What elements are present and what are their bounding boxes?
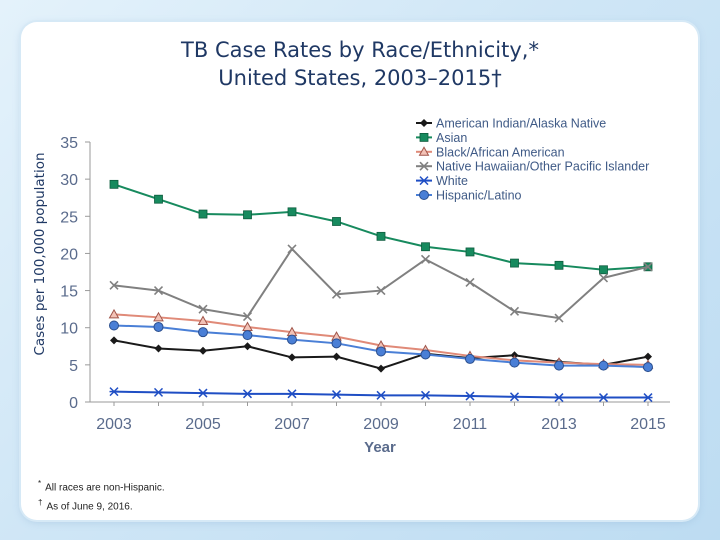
data-point-white xyxy=(599,394,608,402)
footnotes xyxy=(38,476,165,515)
legend-marker xyxy=(420,119,428,127)
data-point-asian xyxy=(155,195,163,203)
data-point-asian xyxy=(466,248,474,256)
legend-marker xyxy=(420,191,429,200)
data-point-white xyxy=(510,393,519,401)
data-point-hispanic-latino xyxy=(243,331,252,340)
x-tick-label: 2015 xyxy=(630,416,666,433)
data-point-native-hawaiian-other-pacific-islander xyxy=(422,255,430,263)
data-point-white xyxy=(644,394,653,402)
series-native-hawaiian-other-pacific-islander xyxy=(110,245,652,322)
data-point-hispanic-latino xyxy=(110,321,119,330)
data-point-american-indian-alaska-native xyxy=(333,353,341,361)
legend-item-white xyxy=(416,174,468,188)
data-point-white xyxy=(555,394,564,402)
data-point-american-indian-alaska-native xyxy=(244,342,252,350)
x-tick-label: 2005 xyxy=(185,416,221,433)
series-line-native-hawaiian-other-pacific-islander xyxy=(114,249,648,318)
legend-marker xyxy=(420,133,428,141)
data-point-hispanic-latino xyxy=(421,350,430,359)
legend-item-american-indian-alaska-native xyxy=(416,117,606,131)
legend-item-black-african-american xyxy=(416,145,565,159)
data-point-american-indian-alaska-native xyxy=(377,365,385,373)
data-point-white xyxy=(199,389,208,397)
data-point-native-hawaiian-other-pacific-islander xyxy=(288,245,296,253)
data-point-white xyxy=(243,390,252,398)
legend-label: Hispanic/Latino xyxy=(436,188,522,203)
legend-label: Asian xyxy=(436,130,468,145)
chart-title-line-1: TB Case Rates by Race/Ethnicity,* xyxy=(181,38,539,62)
legend xyxy=(416,117,649,203)
series-white xyxy=(110,388,653,402)
x-tick-label: 2007 xyxy=(274,416,310,433)
data-point-hispanic-latino xyxy=(466,354,475,363)
x-tick-label: 2003 xyxy=(96,416,132,433)
series-asian xyxy=(110,180,652,273)
legend-item-asian xyxy=(416,131,467,145)
data-point-native-hawaiian-other-pacific-islander xyxy=(466,278,474,286)
data-point-hispanic-latino xyxy=(510,358,519,367)
data-point-white xyxy=(377,391,386,399)
data-point-white xyxy=(154,388,163,396)
series-line-black-african-american xyxy=(114,314,648,365)
data-point-hispanic-latino xyxy=(332,339,341,348)
y-tick-label: 20 xyxy=(60,246,78,264)
data-point-hispanic-latino xyxy=(288,335,297,344)
x-tick-label: 2009 xyxy=(363,416,399,433)
x-tick-label: 2013 xyxy=(541,416,577,433)
data-point-asian xyxy=(377,232,385,240)
data-point-hispanic-latino xyxy=(154,322,163,331)
legend-label: White xyxy=(436,174,468,189)
y-axis-label: Cases per 100,000 population xyxy=(32,152,48,356)
x-axis-label: Year xyxy=(364,439,396,456)
data-point-american-indian-alaska-native xyxy=(110,336,118,344)
y-tick-label: 35 xyxy=(60,135,78,152)
data-point-hispanic-latino xyxy=(555,361,564,370)
legend-label: American Indian/Alaska Native xyxy=(436,116,607,131)
data-point-white xyxy=(332,391,341,399)
data-point-american-indian-alaska-native xyxy=(199,347,207,355)
legend-item-native-hawaiian-other-pacific-islander xyxy=(416,160,649,174)
y-tick-label: 30 xyxy=(60,172,78,190)
legend-item-hispanic-latino xyxy=(416,189,522,203)
data-point-asian xyxy=(244,211,252,219)
footnote-2: † As of June 9, 2016. xyxy=(38,498,133,513)
data-point-white xyxy=(466,392,475,400)
legend-marker xyxy=(420,177,429,185)
data-point-american-indian-alaska-native xyxy=(155,345,163,353)
data-point-asian xyxy=(600,266,608,274)
series-line-asian xyxy=(114,184,648,269)
data-point-asian xyxy=(110,180,118,188)
x-tick-label: 2011 xyxy=(452,416,488,433)
data-point-asian xyxy=(422,243,430,251)
chart-title-line-2: United States, 2003–2015† xyxy=(218,66,502,90)
data-point-asian xyxy=(511,259,519,267)
y-tick-label: 25 xyxy=(60,209,78,227)
data-point-asian xyxy=(333,217,341,225)
y-tick-label: 15 xyxy=(60,283,78,301)
data-point-white xyxy=(421,391,430,399)
series-black-african-american xyxy=(110,310,653,369)
y-tick-label: 10 xyxy=(60,320,78,338)
data-point-hispanic-latino xyxy=(644,363,653,372)
y-tick-label: 0 xyxy=(69,395,78,412)
data-point-hispanic-latino xyxy=(377,347,386,356)
footnote-1: * All races are non-Hispanic. xyxy=(38,479,165,494)
data-point-white xyxy=(110,388,119,396)
data-point-hispanic-latino xyxy=(599,361,608,370)
data-point-asian xyxy=(199,210,207,218)
data-point-hispanic-latino xyxy=(199,328,208,337)
data-point-asian xyxy=(555,261,563,269)
legend-label: Native Hawaiian/Other Pacific Islander xyxy=(436,159,650,174)
y-tick-label: 5 xyxy=(69,357,78,375)
data-point-american-indian-alaska-native xyxy=(288,353,296,361)
data-point-asian xyxy=(288,208,296,216)
data-point-white xyxy=(288,390,297,398)
legend-label: Black/African American xyxy=(436,145,565,160)
